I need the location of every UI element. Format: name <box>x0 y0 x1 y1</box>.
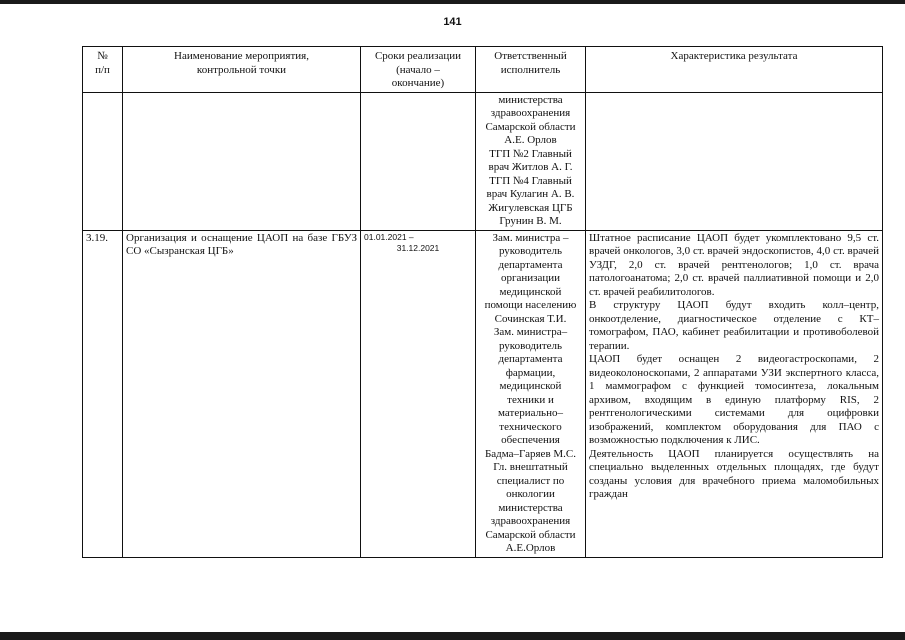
cell-terms <box>361 92 476 230</box>
cell-responsible: министерства здравоохранения Самарской области А.Е. Орлов ТГП №2 Главный врач Житлов А. Г. ТГП №4 Главный врач Кулагин А. В. Жигулевская ЦГБ Грунин В. М. <box>476 92 586 230</box>
page-number: 141 <box>443 16 462 28</box>
result-paragraph: Штатное расписание ЦАОП будет укомплектовано 9,5 ст. врачей онкологов, 3,0 ст. врачей эндоскопистов, 4,0 ст. врачей УЗДГ, 2,0 ст. врачей рентгенологов; 1,0 ст. врача патологоанатома; 2,0 ст. врачей паллиативной помощи и 2,0 ст. врачей реабилитологов. <box>589 231 879 298</box>
header-terms: Сроки реализации (начало – окончание) <box>361 47 476 93</box>
result-paragraph: Деятельность ЦАОП планируется осуществлять на специально выделенных отдельных площадях, где будут созданы условия для врачебного приема маломобильных граждан <box>589 447 879 500</box>
header-num: № п/п <box>83 47 123 93</box>
table-row-3-19 <box>83 230 883 557</box>
cell-result <box>586 230 883 557</box>
cell-responsible: Зам. министра – руководитель департамента организации медицинской помощи населению Сочинская Т.И. Зам. министра– руководитель департамента фармации, медицинской техники и материально– технического обеспечения Бадма–Гаряев М.С. Гл. внештатный специалист по онкологии министерства здравоохранения Самарской области А.Е.Орлов <box>476 230 586 557</box>
table-row-continued <box>83 92 883 230</box>
cell-name <box>123 92 361 230</box>
bottom-border-bar <box>0 632 905 640</box>
table-header-row <box>83 47 883 93</box>
cell-result <box>586 92 883 230</box>
header-name: Наименование мероприятия, контрольной точки <box>123 47 361 93</box>
top-border-bar <box>0 0 905 4</box>
result-paragraph: ЦАОП будет оснащен 2 видеогастроскопами, 2 видеоколоноскопами, 2 аппаратами УЗИ экспертного класса, 1 маммографом с функцией томосинтеза, локальным архивом, входящим в единую платформу RIS, 2 рентгенологическими системами для оцифровки изображений, комплектом оборудования для ПАО с возможностью подключения к ЛИС. <box>589 353 879 446</box>
cell-num <box>83 92 123 230</box>
result-paragraph: В структуру ЦАОП будут входить колл–центр, онкоотделение, диагностическое отделение с КТ–томографом, ПАО, кабинет реабилитации и противоболевой терапии. <box>589 299 879 352</box>
cell-terms: 01.01.2021 – 31.12.2021 <box>361 230 476 557</box>
header-responsible: Ответственный исполнитель <box>476 47 586 93</box>
header-result: Характеристика результата <box>586 47 883 93</box>
cell-name: Организация и оснащение ЦАОП на базе ГБУЗ СО «Сызранская ЦГБ» <box>123 230 361 557</box>
cell-num: 3.19. <box>83 230 123 557</box>
plan-table <box>82 46 883 558</box>
